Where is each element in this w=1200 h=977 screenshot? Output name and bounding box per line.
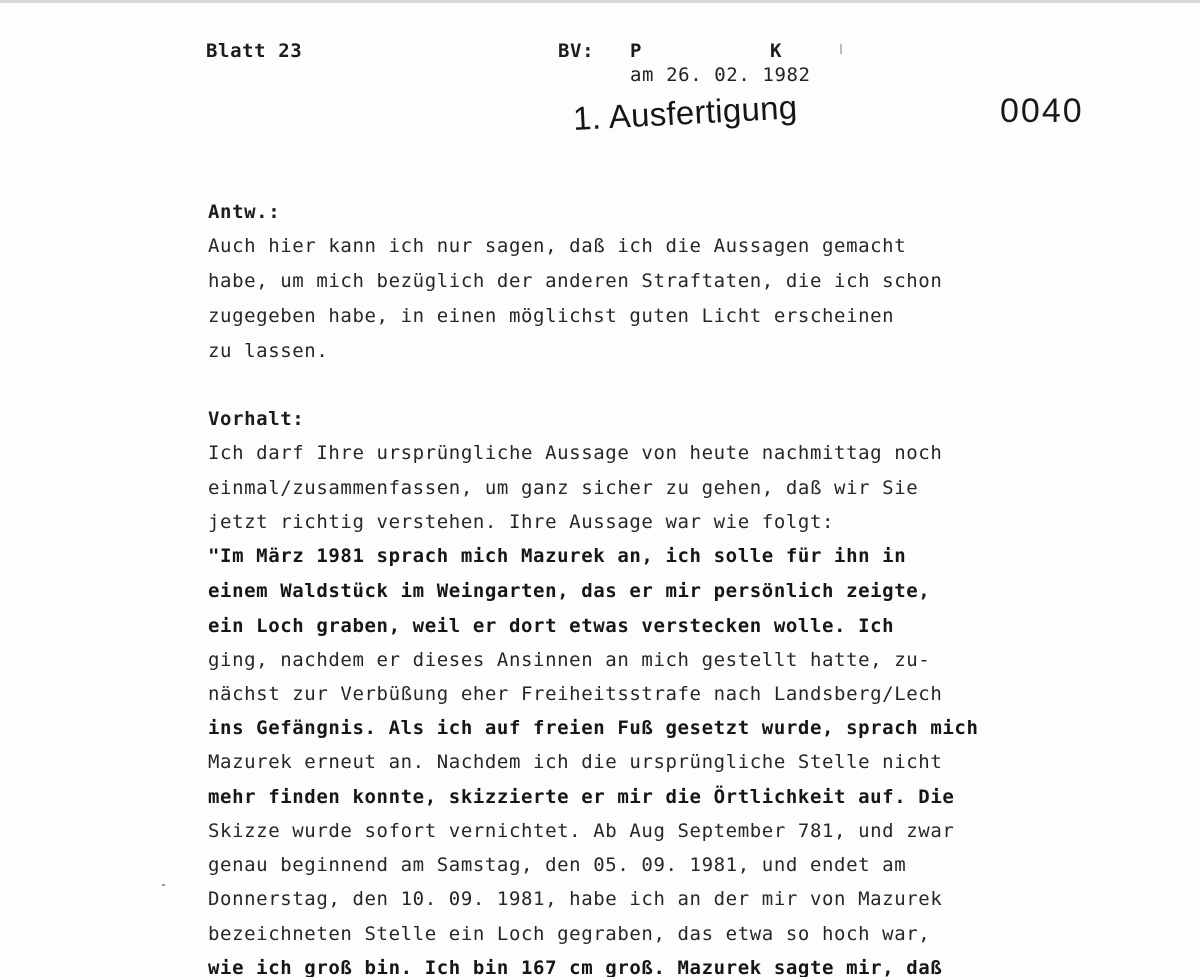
stamp-ausfertigung: 1. Ausfertigung [572, 88, 799, 137]
document-number: 0040 [1000, 92, 1084, 130]
vorhalt-line: "Im März 1981 sprach mich Mazurek an, ich solle für ihn in [208, 545, 907, 567]
vorhalt-line: bezeichneten Stelle ein Loch gegraben, das etwa so hoch war, [208, 923, 931, 945]
document-date: am 26. 02. 1982 [630, 64, 811, 86]
vorhalt-line: genau beginnend am Samstag, den 05. 09. 1981, und endet am [208, 854, 907, 876]
scan-speck [840, 44, 842, 54]
scan-speck [162, 884, 165, 886]
vorhalt-line: ein Loch graben, weil er dort etwas verstecken wolle. Ich [208, 615, 895, 637]
vorhalt-line: Donnerstag, den 10. 09. 1981, habe ich an der mir von Mazurek [208, 888, 943, 910]
vorhalt-line: einmal/zusammenfassen, um ganz sicher zu gehen, daß wir Sie [208, 477, 919, 499]
vorhalt-label: Vorhalt: [208, 408, 305, 430]
answer-line: zugegeben habe, in einen möglichst guten Licht erscheinen [208, 305, 895, 327]
answer-line: Auch hier kann ich nur sagen, daß ich die Aussagen gemacht [208, 235, 907, 257]
answer-line: habe, um mich bezüglich der anderen Straftaten, die ich schon [208, 270, 943, 292]
bv-name-initial: P [630, 40, 643, 62]
bv-surname-initial: K [770, 40, 783, 62]
bv-label: BV: [558, 40, 595, 62]
vorhalt-line: Mazurek erneut an. Nachdem ich die ursprüngliche Stelle nicht [208, 751, 943, 773]
sheet-number: Blatt 23 [206, 40, 303, 62]
vorhalt-line: jetzt richtig verstehen. Ihre Aussage war wie folgt: [208, 511, 835, 533]
vorhalt-line: ins Gefängnis. Als ich auf freien Fuß gesetzt wurde, sprach mich [208, 717, 979, 739]
vorhalt-line: mehr finden konnte, skizzierte er mir die Örtlichkeit auf. Die [208, 786, 955, 808]
vorhalt-line: Skizze wurde sofort vernichtet. Ab Aug September 781, und zwar [208, 820, 955, 842]
answer-line: zu lassen. [208, 340, 329, 362]
vorhalt-line: Ich darf Ihre ursprüngliche Aussage von heute nachmittag noch [208, 442, 943, 464]
answer-label: Antw.: [208, 201, 281, 223]
page-top-edge [0, 0, 1200, 3]
vorhalt-line: wie ich groß bin. Ich bin 167 cm groß. Mazurek sagte mir, daß [208, 957, 943, 977]
vorhalt-line: einem Waldstück im Weingarten, das er mir persönlich zeigte, [208, 580, 931, 602]
vorhalt-line: ging, nachdem er dieses Ansinnen an mich gestellt hatte, zu- [208, 649, 931, 671]
vorhalt-line: nächst zur Verbüßung eher Freiheitsstrafe nach Landsberg/Lech [208, 683, 943, 705]
